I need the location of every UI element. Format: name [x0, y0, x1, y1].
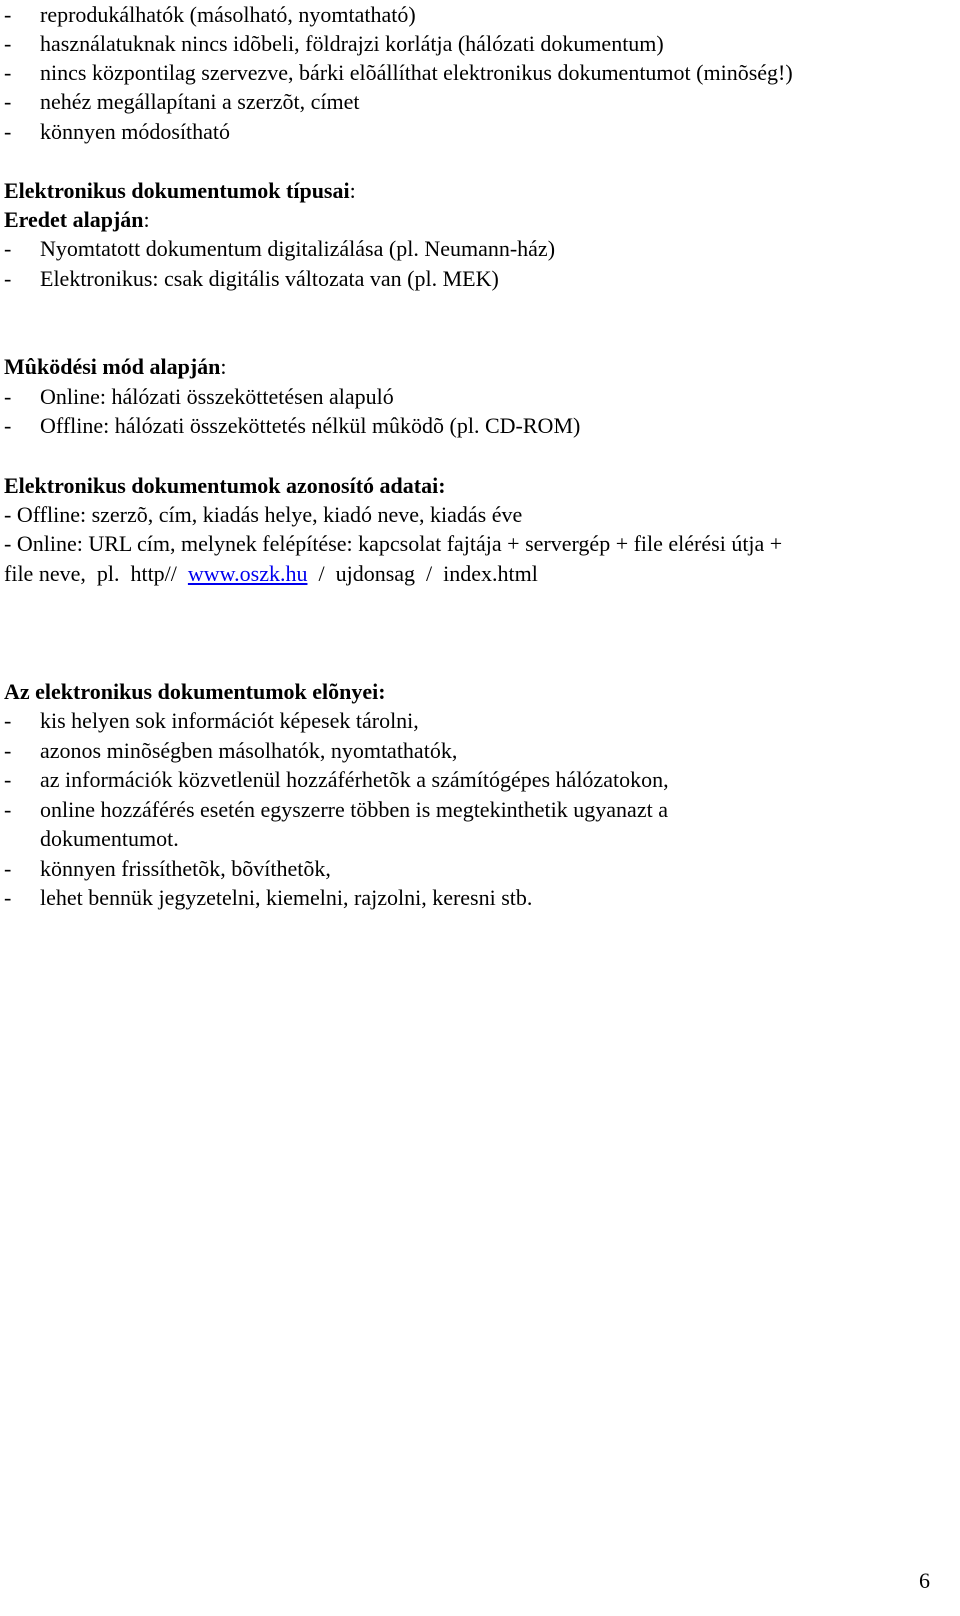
mode-heading: Mûködési mód alapján	[4, 354, 221, 379]
list-item-text: Elektronikus: csak digitális változata van (pl. MEK)	[40, 266, 499, 291]
list-item-text: az információk közvetlenül hozzáférhetõk a számítógépes hálózatokon,	[40, 767, 669, 792]
list-item-text: kis helyen sok információt képesek tárolni,	[40, 708, 419, 733]
identifiers-online-line1: - Online: URL cím, melynek felépítése: kapcsolat fajtája + servergép + file elérési útja +	[4, 531, 783, 556]
list-item-text: használatuknak nincs idõbeli, földrajzi korlátja (hálózati dokumentum)	[40, 31, 664, 56]
list-dash: -	[4, 60, 12, 85]
list-dash: -	[4, 797, 12, 822]
origin-heading-line	[4, 205, 150, 235]
list-dash: -	[4, 413, 12, 438]
list-item-text: Offline: hálózati összeköttetés nélkül mûködõ (pl. CD-ROM)	[40, 413, 581, 438]
list-item-text: Nyomtatott dokumentum digitalizálása (pl. Neumann-ház)	[40, 236, 556, 261]
list-dash: -	[4, 767, 12, 792]
list-dash: -	[4, 384, 12, 409]
url-suffix: / ujdonsag / index.html	[307, 561, 538, 586]
mode-heading-line	[4, 352, 227, 382]
list-dash: -	[4, 738, 12, 763]
list-item-text: nehéz megállapítani a szerzõt, címet	[40, 89, 360, 114]
list-item-text: könnyen frissíthetõk, bõvíthetõk,	[40, 856, 331, 881]
identifiers-online-line2	[4, 559, 538, 589]
list-item-text: azonos minõségben másolhatók, nyomtathatók,	[40, 738, 458, 763]
list-item-text: dokumentumot.	[40, 826, 179, 851]
list-item-text: Online: hálózati összeköttetésen alapuló	[40, 384, 394, 409]
types-heading: Elektronikus dokumentumok típusai	[4, 178, 350, 203]
list-dash: -	[4, 885, 12, 910]
list-dash: -	[4, 31, 12, 56]
list-dash: -	[4, 2, 12, 27]
list-dash: -	[4, 119, 12, 144]
list-dash: -	[4, 236, 12, 261]
mode-heading-colon: :	[220, 354, 227, 379]
page-number: 6	[919, 1568, 930, 1593]
oszk-link[interactable]: www.oszk.hu	[187, 561, 308, 586]
list-item-text: reprodukálhatók (másolható, nyomtatható)	[40, 2, 416, 27]
types-heading-line	[4, 176, 356, 206]
types-heading-colon: :	[349, 178, 356, 203]
list-item-text: nincs központilag szervezve, bárki elõállíthat elektronikus dokumentumot (minõség!)	[40, 60, 793, 85]
url-prefix: file neve, pl. http//	[4, 561, 188, 586]
identifiers-offline: - Offline: szerzõ, cím, kiadás helye, kiadó neve, kiadás éve	[4, 502, 523, 527]
origin-heading-colon: :	[143, 207, 150, 232]
list-item-text: könnyen módosítható	[40, 119, 231, 144]
list-dash: -	[4, 89, 12, 114]
list-dash: -	[4, 708, 12, 733]
list-item-text: lehet bennük jegyzetelni, kiemelni, rajzolni, keresni stb.	[40, 885, 533, 910]
list-dash: -	[4, 266, 12, 291]
advantages-heading: Az elektronikus dokumentumok elõnyei:	[4, 679, 386, 704]
identifiers-heading: Elektronikus dokumentumok azonosító adatai:	[4, 473, 446, 498]
origin-heading: Eredet alapján	[4, 207, 144, 232]
list-item-text: online hozzáférés esetén egyszerre többen is megtekinthetik ugyanazt a	[40, 797, 668, 822]
list-dash: -	[4, 856, 12, 881]
